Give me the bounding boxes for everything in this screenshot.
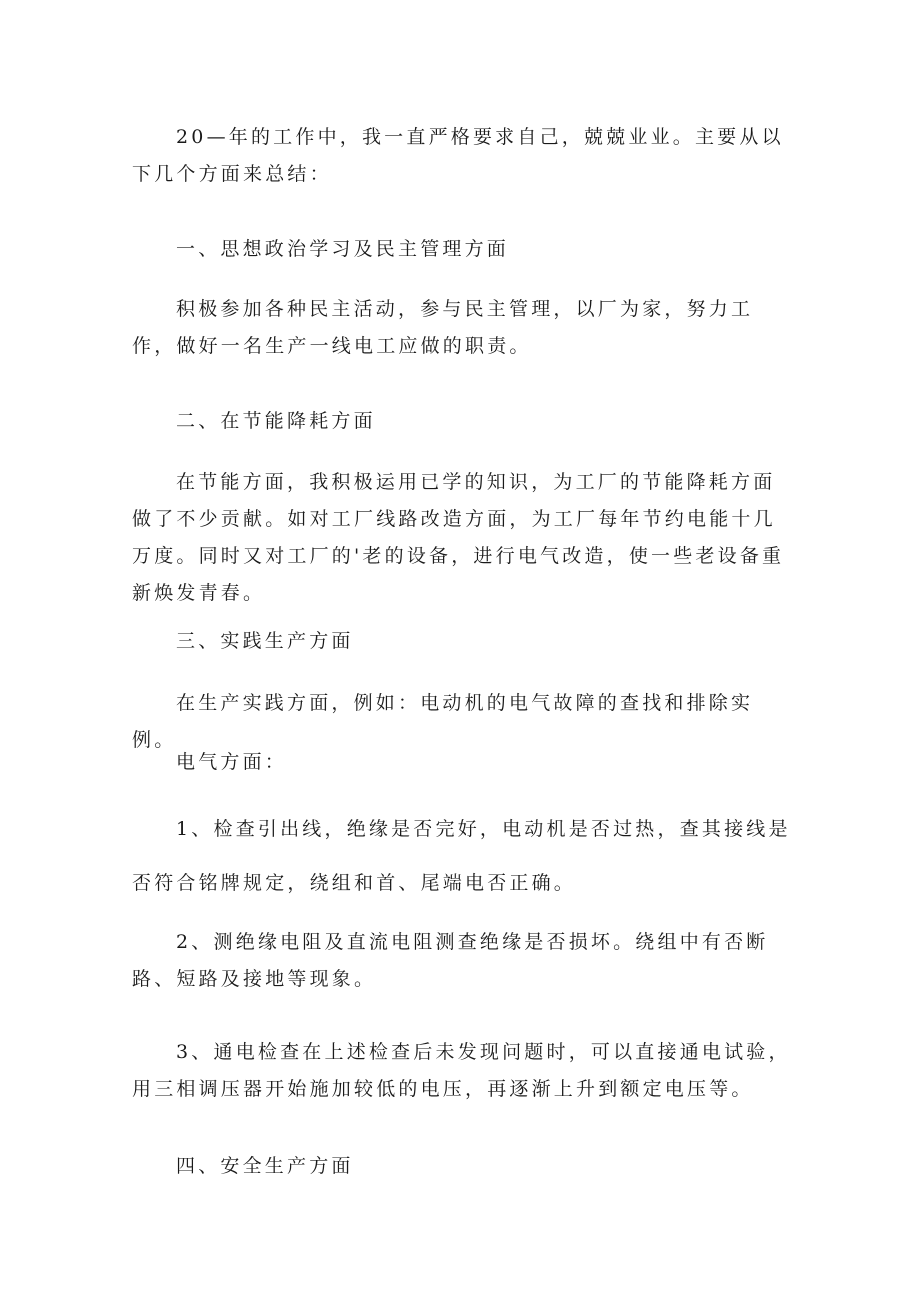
list-item-1-line-2: 否符合铭牌规定，绕组和首、尾端电否正确。 [132, 872, 577, 894]
section-heading-2: 二、在节能降耗方面 [176, 410, 376, 432]
list-item-2: 2、测绝缘电阻及直流电阻测查绝缘是否损坏。绕组中有否断路、短路及接地等现象。 [132, 931, 769, 990]
section-2-paragraph: 在节能方面，我积极运用已学的知识，为工厂的节能降耗方面做了不少贡献。如对工厂线路改造方面，为工厂每年节约电能十几万度。同时又对工厂的'老的设备，进行电气改造，使一些老设备重新焕发青春。 [132, 471, 785, 604]
section-heading-3: 三、实践生产方面 [176, 630, 354, 652]
list-item-3: 3、通电检查在上述检查后未发现问题时，可以直接通电试验，用三相调压器开始施加较低的电压，再逐渐上升到额定电压等。 [132, 1041, 791, 1100]
section-heading-4: 四、安全生产方面 [176, 1155, 354, 1177]
section-3-paragraph: 在生产实践方面，例如：电动机的电气故障的查找和排除实例。 [132, 692, 754, 751]
section-heading-1: 一、思想政治学习及民主管理方面 [176, 238, 510, 260]
section-1-paragraph: 积极参加各种民主活动，参与民主管理，以厂为家，努力工作，做好一名生产一线电工应做的职责。 [132, 298, 754, 357]
electrical-subheading: 电气方面： [176, 751, 288, 773]
intro-paragraph: 20—年的工作中，我一直严格要求自己，兢兢业业。主要从以下几个方面来总结： [132, 126, 784, 185]
list-item-1-line-1: 1、检查引出线，绝缘是否完好，电动机是否过热，查其接线是 [176, 818, 791, 840]
